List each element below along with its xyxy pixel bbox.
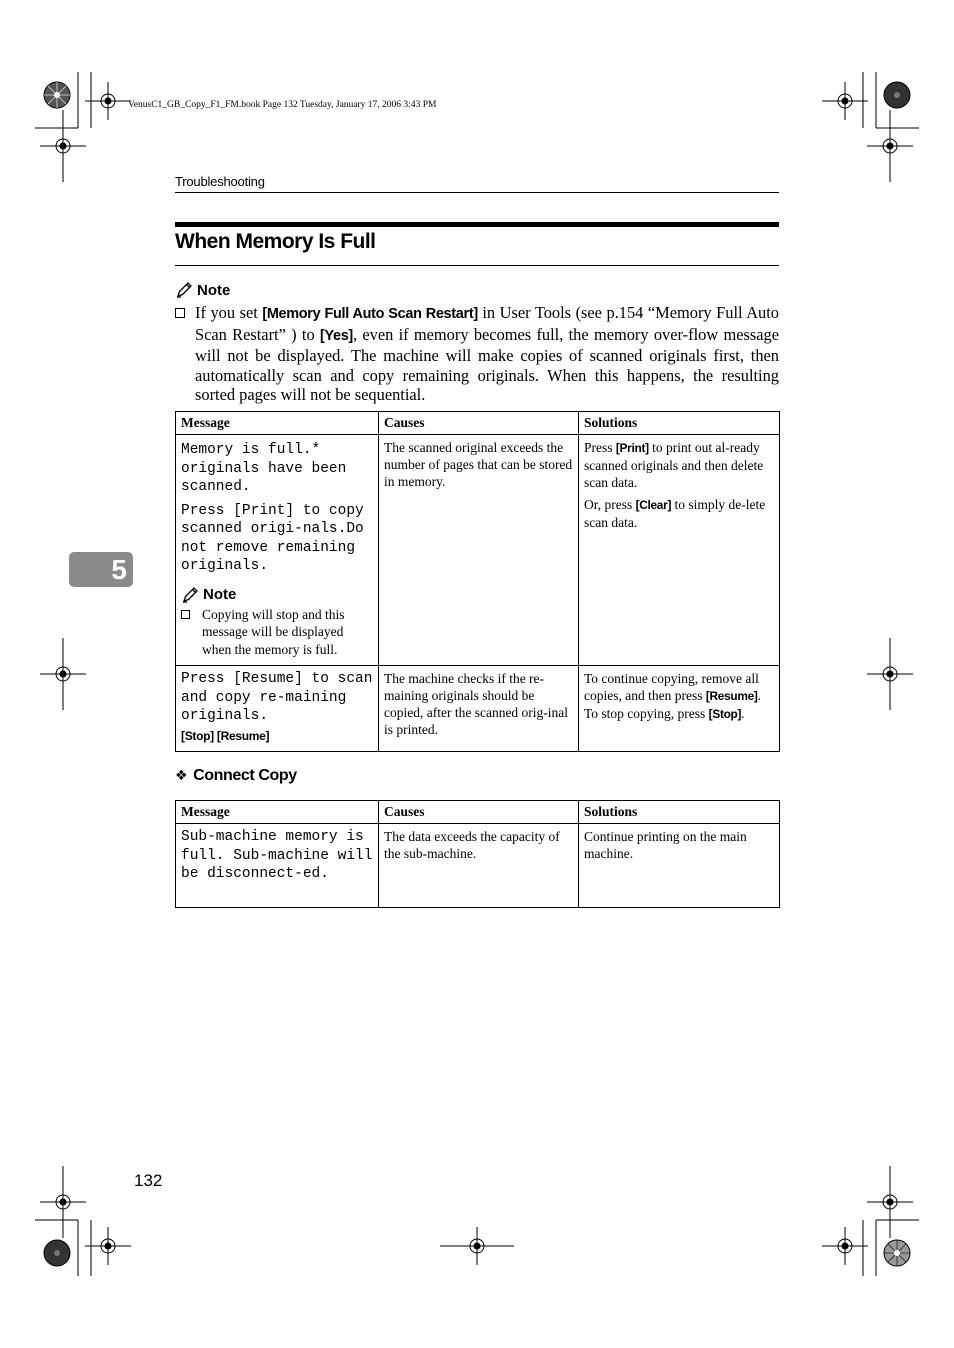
note-heading [175,281,230,299]
registration-mark-icon [440,1227,514,1265]
registration-mark-icon [40,1166,86,1238]
pencil-note-icon [181,586,199,604]
solution-cell [579,824,780,908]
note-text: Copying will stop and this message will be displayed when the memory is full. [202,606,345,657]
checkbox-bullet-icon [181,610,190,619]
solution-text: To continue copying, remove all copies, and then press [Resume]. To stop copying, press [Stop]. [584,671,761,721]
note-text: , even if memory becomes full, the memory over-flow message will not be displayed. The machine will make copies of scanned originals first, then automatically scan and copy remaining originals. When this happens, the resulting sorted pages will not be sequential. [195,324,779,405]
divider [175,265,779,266]
table-header-row [176,412,780,435]
file-info: VenusC1_GB_Copy_F1_FM.book Page 132 Tuesday, January 17, 2006 3:43 PM [128,100,437,110]
color-wheel-icon [883,81,911,109]
solution-cell [579,435,780,666]
message-cell [176,435,379,666]
registration-mark-icon [40,110,86,182]
pencil-note-icon [175,281,193,299]
running-head: Troubleshooting [175,174,265,189]
key-list: [Stop] [Resume] [181,728,270,743]
key-memory-full-auto-scan-restart: [Memory Full Auto Scan Restart] [262,306,478,322]
note-label: Note [203,586,237,603]
key-stop: [Stop] [708,707,742,721]
divider [175,192,779,193]
color-wheel-icon [43,81,71,109]
page-title: When Memory Is Full [175,230,376,253]
message-text: Press [Resume] to scan and copy re-maining originals. [181,671,373,724]
cause-cell [379,824,579,908]
registration-mark-icon [85,82,131,120]
subheading-text: Connect Copy [193,767,297,784]
registration-mark-icon [867,638,913,710]
solution-text: Continue printing on the main machine. [584,829,747,861]
registration-mark-icon [822,82,868,120]
column-header-causes: Causes [379,801,579,824]
message-cell [176,824,379,908]
message-cell [176,666,379,752]
registration-mark-icon [40,638,86,710]
registration-mark-icon [867,1166,913,1238]
column-header-message: Message [176,412,379,435]
color-wheel-icon [43,1239,71,1267]
message-text: Press [Print] to copy scanned origi-nals.Do not remove remaining originals. [181,502,364,574]
key-yes: [Yes] [319,327,353,344]
message-text: Memory is full.* originals have been scanned. [181,442,347,495]
table-row [176,435,780,666]
registration-mark-icon [85,1227,131,1265]
key-resume: [Resume] [705,689,758,703]
solution-text: Press [Print] to print out al-ready scanned originals and then delete scan data. [584,440,764,490]
registration-mark-icon [822,1227,868,1265]
solution-text: Or, press [Clear] to simply de-lete scan data. [584,497,766,530]
cause-text: The data exceeds the capacity of the sub-machine. [384,829,560,861]
section-subheading [175,767,297,785]
message-table [175,800,780,908]
cause-text: The scanned original exceeds the number of pages that can be stored in memory. [384,440,573,489]
title-bar [175,222,779,227]
column-header-causes: Causes [379,412,579,435]
note-item [181,606,373,659]
solution-cell [579,666,780,752]
table-row [176,824,780,908]
color-wheel-icon [883,1239,911,1267]
chapter-tab: 5 [69,552,133,587]
note-text: in User Tools (see p.154 “Memory Full Auto Scan Restart” ) to [195,303,779,344]
column-header-message: Message [176,801,379,824]
registration-mark-icon [867,110,913,182]
cause-cell [379,435,579,666]
column-header-solutions: Solutions [579,801,780,824]
table-row [176,666,780,752]
note-heading [181,586,373,604]
key-print: [Print] [615,441,649,455]
key-clear: [Clear] [635,498,672,512]
message-text: Sub-machine memory is full. Sub-machine will be disconnect-ed. [181,829,373,882]
note-label: Note [197,281,231,299]
checkbox-bullet-icon [175,308,185,318]
column-header-solutions: Solutions [579,412,780,435]
message-table [175,411,780,752]
note-item [175,303,779,405]
cause-cell [379,666,579,752]
diamond-bullet-icon: ❖ [175,768,188,784]
note-text: If you set [195,303,263,322]
cause-text: The machine checks if the re-maining originals should be copied, after the scanned orig-inal is printed. [384,671,569,737]
table-header-row [176,801,780,824]
page-number: 132 [134,1171,163,1190]
